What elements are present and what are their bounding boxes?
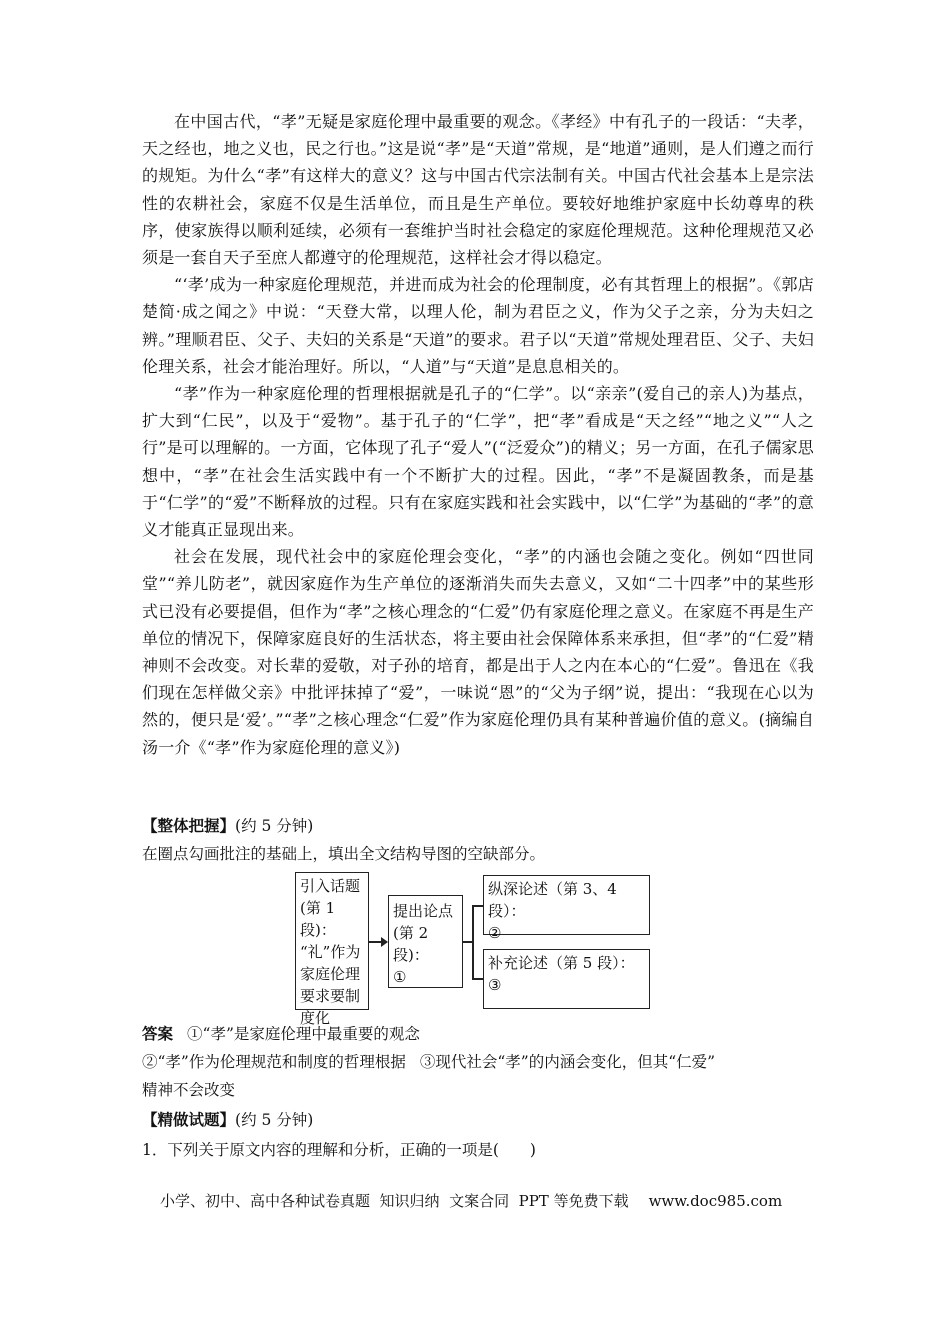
question-1: 1．下列关于原文内容的理解和分析，正确的一项是( ): [142, 1141, 536, 1159]
answer-line-2: [142, 1050, 814, 1074]
diagram-box-intro-line: “礼”作为: [300, 943, 361, 961]
answer-line-3: 精神不会改变: [142, 1081, 236, 1099]
article-body: [142, 108, 814, 761]
diagram-box-supplement-blank: ③: [488, 976, 502, 994]
diagram-box-intro-line: 家庭伦理: [300, 965, 361, 983]
answer-label: 答案: [142, 1025, 174, 1043]
diagram-box-thesis: [388, 895, 463, 988]
diagram-box-intro: [295, 872, 369, 1027]
arrow-head-icon: [381, 937, 388, 947]
answer-line-1: [142, 1022, 814, 1046]
paragraph-3: “孝”作为一种家庭伦理的哲理根据就是孔子的“仁学”。以“亲亲”(爱自己的亲人)为基点，扩大到“仁民”，以及于“爱物”。基于孔子的“仁学”，把“孝”看成是“天之经”“地之义”“人之行”是可以理解的。一方面，它体现了孔子“爱人”(“泛爱众”)的精义；另一方面，在孔子儒家思想中，“孝”在社会生活实践中有一个不断扩大的过程。因此，“孝”不是凝固教条，而是基于“仁学”的“爱”不断释放的过程。只有在家庭实践和社会实践中，以“仁学”为基础的“孝”的意义才能真正显现出来。: [142, 384, 814, 540]
footer-text: 小学、初中、高中各种试卷真题 知识归纳 文案合同 PPT 等免费下载: [160, 1192, 629, 1210]
diagram-box-intro-line: 度化: [300, 1009, 331, 1027]
paragraph-4: 社会在发展，现代社会中的家庭伦理会变化，“孝”的内涵也会随之变化。例如“四世同堂”“养儿防老”，就因家庭作为生产单位的逐渐消失而失去意义，又如“二十四孝”中的某些形式已没有必要提倡，但作为“孝”之核心理念的“仁爱”仍有家庭伦理之意义。在家庭不再是生产单位的情况下，保障家庭良好的生活状态，将主要由社会保障体系来承担，但“孝”的“仁爱”精神则不会改变。对长辈的爱敬，对子孙的培育，都是出于人之内在本心的“仁爱”。鲁迅在《我们现在怎样做父亲》中批评抹掉了“爱”，一味说“恩”的“父为子纲”说，提出：“我现在心以为然的，便只是‘爱’。”“孝”之核心理念“仁爱”作为家庭伦理仍具有某种普遍价值的意义。(摘编自汤一介《“孝”作为家庭伦理的意义》): [142, 547, 814, 757]
diagram-box-deep-argument-line: 纵深论述（第 3、4 段）：: [488, 880, 617, 920]
diagram-box-thesis-line: (第 2 段)：: [393, 924, 429, 964]
footer-url-link[interactable]: www.doc985.com: [648, 1192, 783, 1210]
section-practice-title: 【精做试题】: [142, 1111, 236, 1129]
answer-item-3: ③现代社会“孝”的内涵会变化，但其“仁爱”: [419, 1053, 716, 1071]
diagram-box-supplement: [483, 949, 650, 1009]
answer-item-1: ①“孝”是家庭伦理中最重要的观念: [187, 1025, 420, 1043]
section-overall-grasp-time: (约 5 分钟): [235, 817, 314, 835]
bracket-vertical: [472, 905, 474, 979]
diagram-box-thesis-line: 提出论点: [393, 902, 454, 920]
bracket-bottom-arm: [472, 978, 483, 980]
section-overall-grasp: [142, 814, 313, 838]
diagram-box-intro-line: 要求要制: [300, 987, 361, 1005]
answer-item-2: ②“孝”作为伦理规范和制度的哲理根据: [142, 1053, 406, 1071]
bracket-top-arm: [472, 905, 483, 907]
page-footer: [160, 1190, 782, 1212]
diagram-box-deep-argument-blank: ②: [488, 924, 502, 942]
paragraph-1: 在中国古代，“孝”无疑是家庭伦理中最重要的观念。《孝经》中有孔子的一段话：“夫孝，天之经也，地之义也，民之行也。”这是说“孝”是“天道”常规，是“地道”通则，是人们遵之而行的规矩。为什么“孝”有这样大的意义？这与中国古代宗法制有关。中国古代社会基本上是宗法性的农耕社会，家庭不仅是生活单位，而且是生产单位。要较好地维护家庭中长幼尊卑的秩序，使家族得以顺利延续，必须有一套维护当时社会稳定的家庭伦理规范。这种伦理规范又必须是一套自天子至庶人都遵守的伦理规范，这样社会才得以稳定。: [142, 112, 814, 268]
diagram-box-supplement-line: 补充论述（第 5 段）：: [488, 954, 635, 972]
instruction-text: 在圈点勾画批注的基础上，填出全文结构导图的空缺部分。: [142, 845, 546, 863]
diagram-box-thesis-blank: ①: [393, 968, 407, 986]
paragraph-2: “‘孝’成为一种家庭伦理规范，并进而成为社会的伦理制度，必有其哲理上的根据”。《郭店楚简·成之闻之》中说：“天登大常，以理人伦，制为君臣之义，作为父子之亲，分为夫妇之辨。”理顺君臣、父子、夫妇的关系是“天道”的要求。君子以“天道”常规处理君臣、父子、夫妇伦理关系，社会才能治理好。所以，“人道”与“天道”是息息相关的。: [142, 275, 814, 376]
section-overall-grasp-title: 【整体把握】: [142, 817, 236, 835]
diagram-box-intro-line: 引入话题: [300, 877, 361, 895]
section-practice: [142, 1108, 313, 1132]
section-practice-time: (约 5 分钟): [235, 1111, 314, 1129]
diagram-box-intro-line: (第 1 段)：: [300, 899, 336, 939]
structure-diagram: [295, 872, 655, 1027]
diagram-box-deep-argument: [483, 875, 650, 942]
